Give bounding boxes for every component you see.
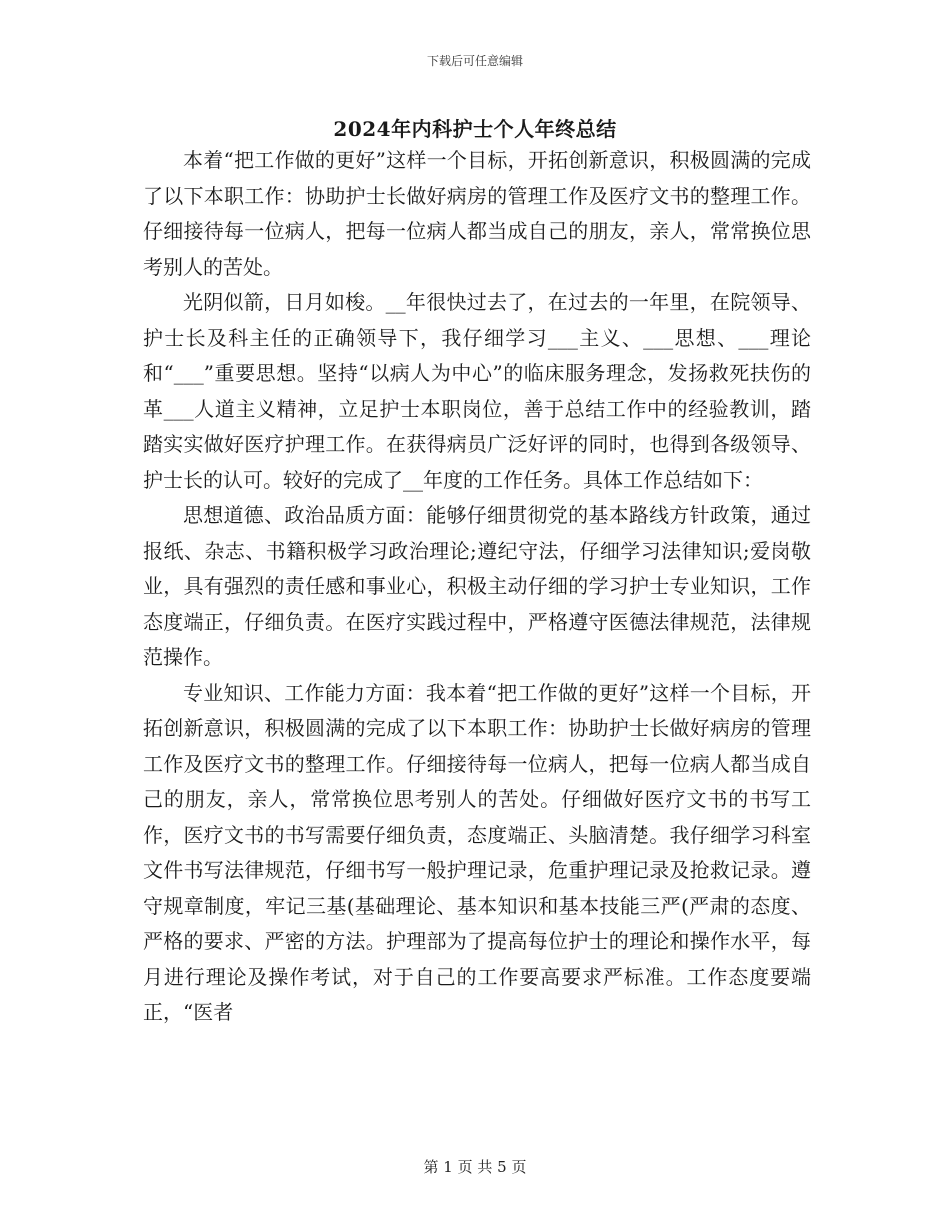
paragraph: 思想道德、政治品质方面：能够仔细贯彻党的基本路线方针政策，通过报纸、杂志、书籍积极学习政治理论;遵纪守法，仔细学习法律知识;爱岗敬业，具有强烈的责任感和事业心，积极主动仔细的学习护士专业知识，工作态度端正，仔细负责。在医疗实践过程中，严格遵守医德法律规范，法律规范操作。 (143, 503, 811, 669)
document-title: 2024年内科护士个人年终总结 (333, 117, 617, 141)
paragraph: 本着“把工作做的更好”这样一个目标，开拓创新意识，积极圆满的完成了以下本职工作：协助护士长做好病房的管理工作及医疗文书的整理工作。仔细接待每一位病人，把每一位病人都当成自己的朋友，亲人，常常换位思考别人的苦处。 (143, 148, 811, 279)
paragraph: 专业知识、工作能力方面：我本着“把工作做的更好”这样一个目标，开拓创新意识，积极圆满的完成了以下本职工作：协助护士长做好病房的管理工作及医疗文书的整理工作。仔细接待每一位病人，把每一位病人都当成自己的朋友，亲人，常常换位思考别人的苦处。仔细做好医疗文书的书写工作，医疗文书的书写需要仔细负责，态度端正、头脑清楚。我仔细学习科室文件书写法律规范，仔细书写一般护理记录，危重护理记录及抢救记录。遵守规章制度，牢记三基(基础理论、基本知识和基本技能三严(严肃的态度、严格的要求、严密的方法。护理部为了提高每位护士的理论和操作水平，每月进行理论及操作考试，对于自己的工作要高要求严标准。工作态度要端正，“医者 (143, 680, 811, 1024)
header-note: 下载后可任意编辑 (426, 54, 523, 68)
document-body (143, 143, 811, 1031)
page-number: 第 1 页 共 5 页 (423, 1158, 527, 1176)
paragraph: 光阴似箭，日月如梭。__年很快过去了，在过去的一年里，在院领导、护士长及科主任的正确领导下，我仔细学习___主义、___思想、___理论和“___”重要思想。坚持“以病人为中心”的临床服务理念，发扬救死扶伤的革___人道主义精神，立足护士本职岗位，善于总结工作中的经验教训，踏踏实实做好医疗护理工作。在获得病员广泛好评的同时，也得到各级领导、护士长的认可。较好的完成了__年度的工作任务。具体工作总结如下： (143, 290, 811, 492)
